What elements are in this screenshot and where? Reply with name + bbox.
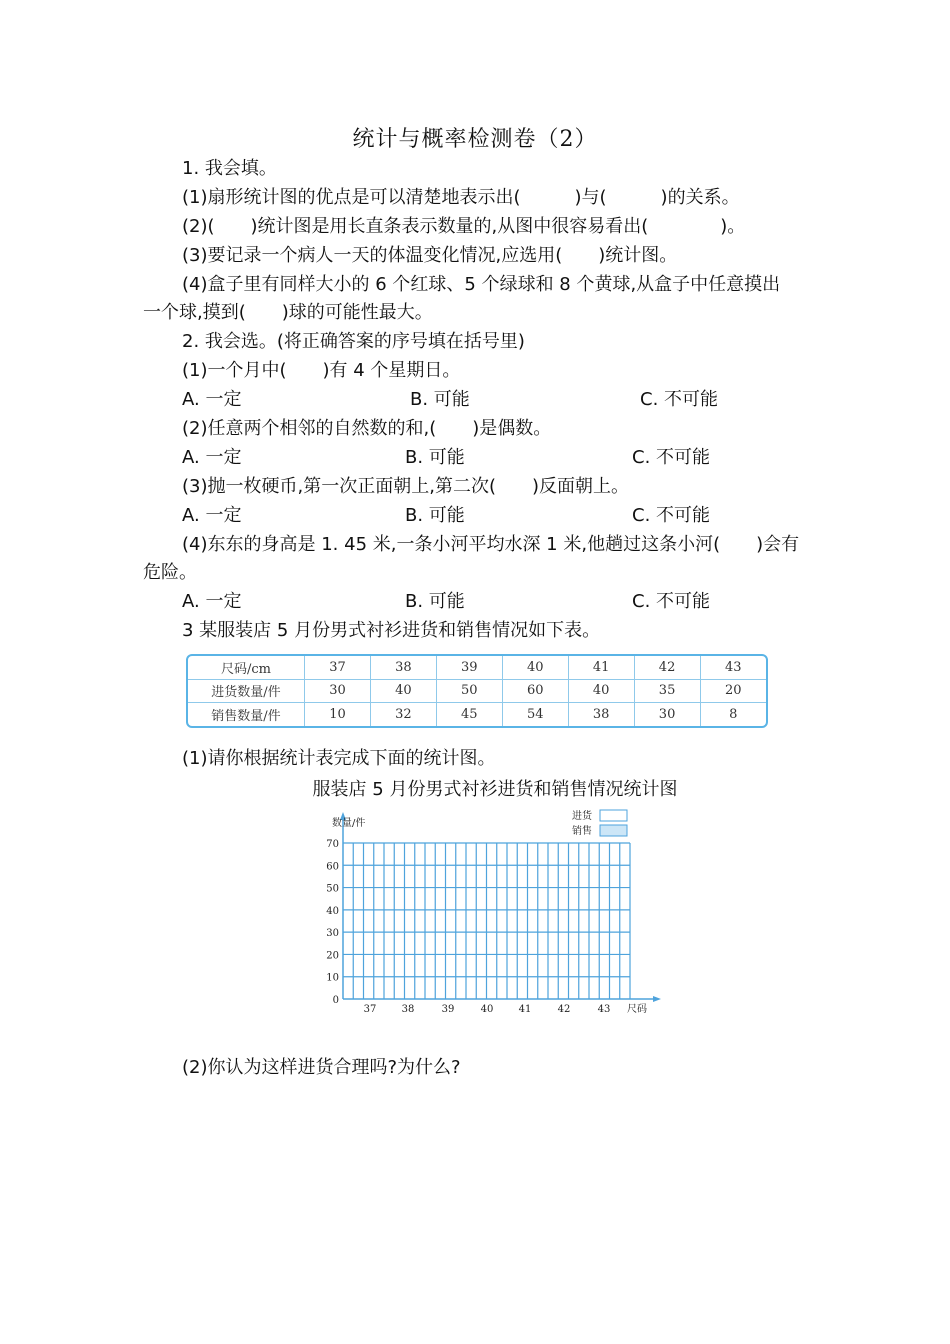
table-cell: 32 <box>370 703 436 726</box>
table-cell: 45 <box>436 703 502 726</box>
q1-item-4-line1: (4)盒子里有同样大小的 6 个红球、5 个绿球和 8 个黄球,从盒子中任意摸出 <box>182 274 781 295</box>
q2-4-option-c: C. 不可能 <box>632 591 711 612</box>
table-cell: 39 <box>436 656 502 679</box>
table-stock-row <box>188 679 766 703</box>
q1-item-4-line2: 一个球,摸到( )球的可能性最大。 <box>143 302 433 323</box>
table-cell: 38 <box>568 703 634 726</box>
legend-label: 销售 <box>572 826 592 837</box>
q2-4-option-b: B. 可能 <box>405 591 465 612</box>
table-cell: 50 <box>436 679 502 703</box>
table-cell: 30 <box>634 703 700 726</box>
table-cell: 40 <box>568 679 634 703</box>
bar-chart-grid <box>320 802 680 1016</box>
q2-3-option-a: A. 一定 <box>182 505 242 526</box>
x-tick-label: 38 <box>401 1004 415 1015</box>
legend-label: 进货 <box>572 811 592 822</box>
q2-3-option-c: C. 不可能 <box>632 505 711 526</box>
q2-heading: 2. 我会选。(将正确答案的序号填在括号里) <box>182 331 525 352</box>
stats-table <box>186 654 768 728</box>
legend-swatch <box>600 825 627 836</box>
table-cell: 35 <box>634 679 700 703</box>
q2-item-4-line1: (4)东东的身高是 1. 45 米,一条小河平均水深 1 米,他趟过这条小河( )会有 <box>182 534 800 555</box>
table-cell: 8 <box>700 703 766 726</box>
x-tick-label: 37 <box>363 1004 377 1015</box>
x-tick-label: 41 <box>518 1004 532 1015</box>
y-tick-label: 40 <box>326 905 339 917</box>
q3-sub-2: (2)你认为这样进货合理吗?为什么? <box>182 1057 461 1078</box>
q2-3-option-b: B. 可能 <box>405 505 465 526</box>
table-cell: 20 <box>700 679 766 703</box>
q2-item-2: (2)任意两个相邻的自然数的和,( )是偶数。 <box>182 418 552 439</box>
q1-item-1: (1)扇形统计图的优点是可以清楚地表示出( )与( )的关系。 <box>182 187 740 208</box>
table-cell: 43 <box>700 656 766 679</box>
q2-2-option-c: C. 不可能 <box>632 447 711 468</box>
y-tick-label: 60 <box>326 861 339 873</box>
y-axis-title: 数量/件 <box>332 818 366 829</box>
y-tick-label: 50 <box>326 883 339 895</box>
q1-heading: 1. 我会填。 <box>182 158 277 179</box>
q2-2-option-b: B. 可能 <box>405 447 465 468</box>
q2-4-option-a: A. 一定 <box>182 591 242 612</box>
x-axis-arrow <box>653 996 661 1002</box>
table-cell: 41 <box>568 656 634 679</box>
table-cell: 54 <box>502 703 568 726</box>
page-title: 统计与概率检测卷（2） <box>352 127 598 152</box>
table-row-header: 尺码/cm <box>188 656 305 679</box>
x-tick-label: 42 <box>557 1004 571 1015</box>
q2-item-3: (3)抛一枚硬币,第一次正面朝上,第二次( )反面朝上。 <box>182 476 629 497</box>
table-cell: 40 <box>502 656 568 679</box>
table-row-header: 销售数量/件 <box>188 703 305 726</box>
q3-heading: 3 某服装店 5 月份男式衬衫进货和销售情况如下表。 <box>182 620 601 641</box>
table-row-header: 进货数量/件 <box>188 679 305 703</box>
q2-item-4-line2: 危险。 <box>143 562 197 583</box>
q2-1-option-c: C. 不可能 <box>640 389 719 410</box>
table-cell: 60 <box>502 679 568 703</box>
table-cell: 37 <box>305 656 371 679</box>
legend-swatch <box>600 810 627 821</box>
table-cell: 38 <box>370 656 436 679</box>
chart-title: 服装店 5 月份男式衬衫进货和销售情况统计图 <box>312 779 678 800</box>
table-sales-row <box>188 703 766 726</box>
q2-1-option-a: A. 一定 <box>182 389 242 410</box>
q2-item-1: (1)一个月中( )有 4 个星期日。 <box>182 360 461 381</box>
table-cell: 10 <box>305 703 371 726</box>
table-size-row <box>188 656 766 679</box>
y-tick-label: 30 <box>326 928 339 940</box>
q3-sub-1: (1)请你根据统计表完成下面的统计图。 <box>182 748 496 769</box>
q2-1-option-b: B. 可能 <box>410 389 470 410</box>
table-cell: 40 <box>370 679 436 703</box>
x-tick-label: 43 <box>597 1004 611 1015</box>
y-tick-label: 70 <box>326 839 339 850</box>
q1-item-2: (2)( )统计图是用长直条表示数量的,从图中很容易看出( )。 <box>182 216 746 237</box>
table-cell: 30 <box>305 679 371 703</box>
x-tick-label: 39 <box>441 1004 455 1015</box>
q1-item-3: (3)要记录一个病人一天的体温变化情况,应选用( )统计图。 <box>182 245 678 266</box>
y-tick-label: 0 <box>332 995 339 1006</box>
y-tick-label: 10 <box>326 972 339 984</box>
x-tick-label: 40 <box>480 1004 494 1015</box>
q2-2-option-a: A. 一定 <box>182 447 242 468</box>
x-axis-title: 尺码 <box>627 1004 647 1015</box>
table-cell: 42 <box>634 656 700 679</box>
y-tick-label: 20 <box>326 950 339 962</box>
